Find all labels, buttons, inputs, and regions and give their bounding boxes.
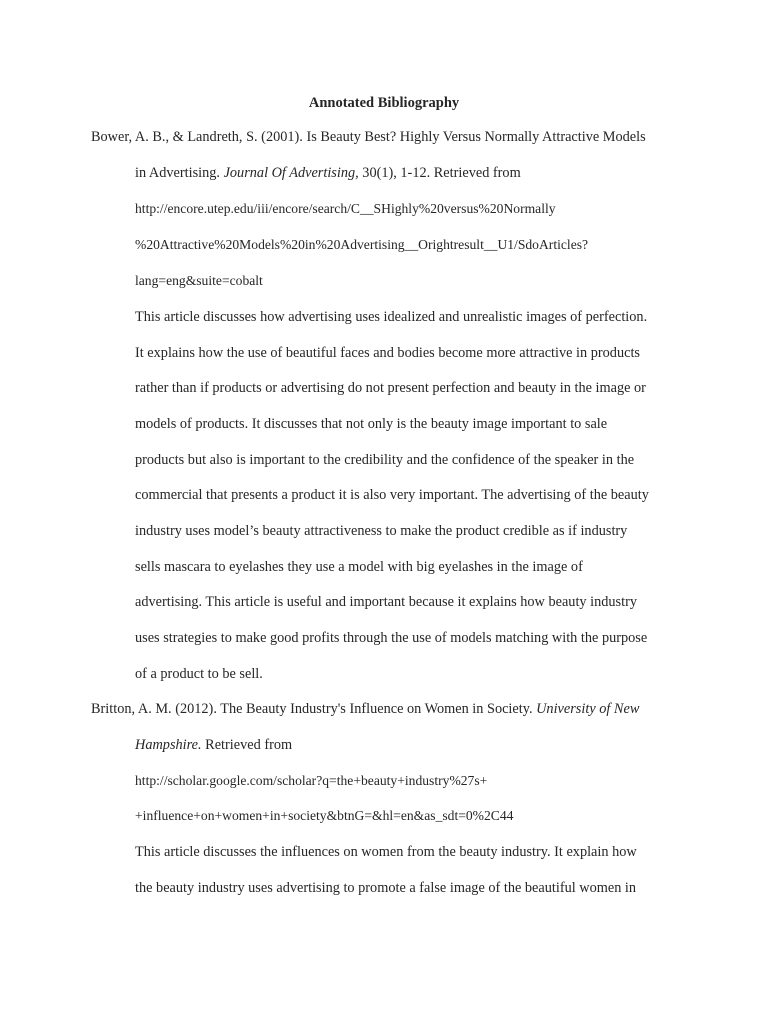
citation-url[interactable]: %20Attractive%20Models%20in%20Advertising__Orightresult__U1/SdoArticles? (135, 237, 589, 252)
citation-text: in Advertising. (135, 165, 224, 181)
source-title: Hampshire. (135, 737, 202, 753)
annotation-line: It explains how the use of beautiful faces and bodies become more attractive in products (135, 345, 640, 361)
annotation-line: advertising. This article is useful and important because it explains how beauty industry (135, 594, 637, 610)
citation-line: Bower, A. B., & Landreth, S. (2001). Is Beauty Best? Highly Versus Normally Attractive Models (91, 129, 646, 145)
annotation-line: This article discusses how advertising uses idealized and unrealistic images of perfection. (135, 309, 648, 325)
annotation-line: industry uses model’s beauty attractiveness to make the product credible as if industry (135, 523, 628, 539)
citation-url[interactable]: lang=eng&suite=cobalt (135, 273, 263, 288)
annotation-line: the beauty industry uses advertising to promote a false image of the beautiful women in (135, 880, 637, 896)
citation-text: Britton, A. M. (2012). The Beauty Industry's Influence on Women in Society. (91, 701, 537, 717)
annotation-line: products but also is important to the credibility and the confidence of the speaker in the (135, 452, 635, 468)
citation-line (135, 734, 292, 756)
annotation-line: of a product to be sell. (135, 666, 263, 682)
citation-text: 30(1), 1-12. Retrieved from (358, 165, 521, 181)
annotation-line: commercial that presents a product it is also very important. The advertising of the beauty (135, 487, 649, 503)
document-title: Annotated Bibliography (308, 95, 460, 111)
annotation-line: models of products. It discusses that not only is the beauty image important to sale (135, 416, 608, 432)
citation-url[interactable]: +influence+on+women+in+society&btnG=&hl=en&as_sdt=0%2C44 (135, 808, 514, 823)
citation-url[interactable]: http://encore.utep.edu/iii/encore/search/C__SHighly%20versus%20Normally (135, 201, 556, 216)
annotation-line: rather than if products or advertising do not present perfection and beauty in the image or (135, 380, 646, 396)
annotation-line: uses strategies to make good profits through the use of models matching with the purpose (135, 630, 648, 646)
citation-text: Retrieved from (201, 737, 293, 753)
citation-line (135, 162, 521, 184)
source-title: University of New (536, 701, 640, 717)
citation-line (91, 698, 639, 720)
annotation-line: This article discusses the influences on women from the beauty industry. It explain how (135, 844, 637, 860)
citation-url[interactable]: http://scholar.google.com/scholar?q=the+beauty+industry%27s+ (135, 773, 488, 788)
journal-title: Journal Of Advertising, (223, 165, 359, 181)
annotation-line: sells mascara to eyelashes they use a model with big eyelashes in the image of (135, 559, 583, 575)
